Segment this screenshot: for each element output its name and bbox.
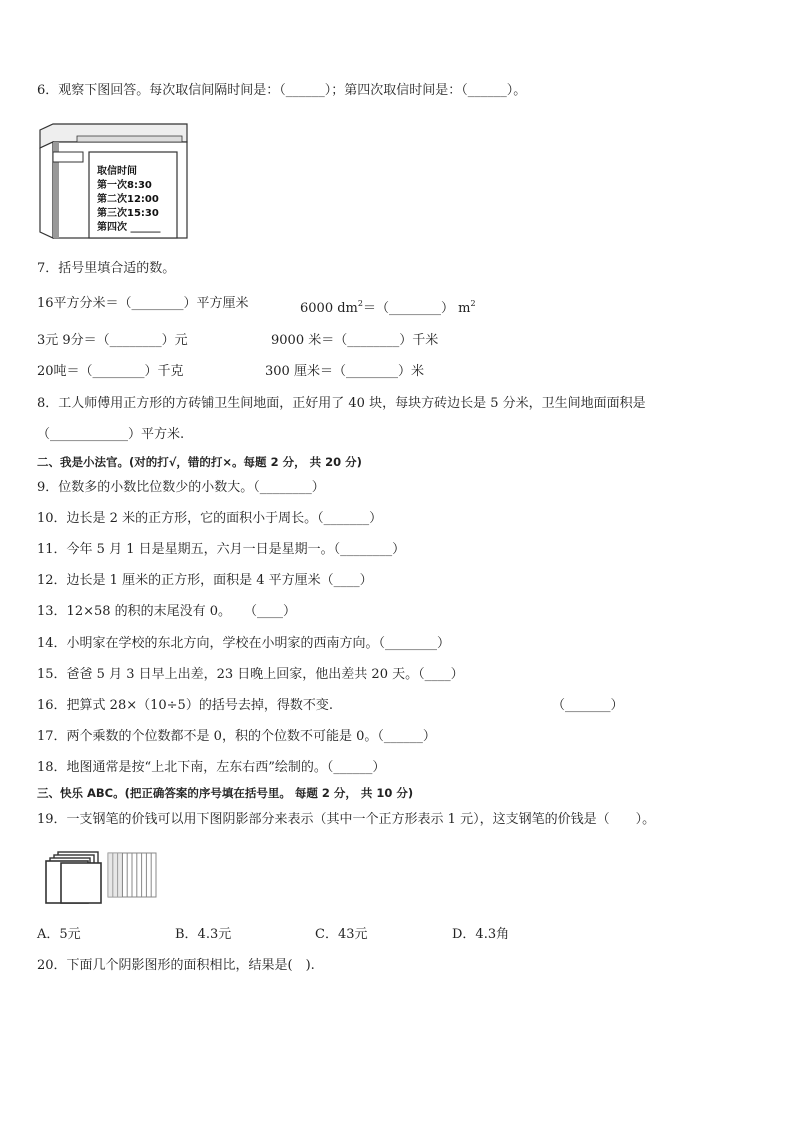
question-19: 19．一支钢笔的价钱可以用下图阴影部分来表示（其中一个正方形表示 1 元），这支钢笔的价钱是（ ）。 [37, 812, 656, 827]
question-8-line-1: 8．工人师傅用正方形的方砖铺卫生间地面，正好用了 40 块，每块方砖边长是 5 分米，卫生间地面面积是 [37, 396, 646, 411]
question-7-title: 7．括号里填合适的数。 [37, 261, 176, 276]
q7-row3-a: 20吨＝（________）千克 [37, 364, 184, 379]
q7-row1-b-sup1: 2 [357, 299, 363, 308]
q7-row3-b: 300 厘米＝（________）米 [265, 364, 424, 379]
question-16-blank: （_______） [552, 698, 624, 713]
mailbox-title: 取信时间 [97, 166, 137, 177]
question-14: 14．小明家在学校的东北方向，学校在小明家的西南方向。（________） [37, 636, 451, 651]
question-11: 11．今年 5 月 1 日是星期五，六月一日是星期一。（________） [37, 542, 406, 557]
question-6: 6．观察下图回答。每次取信间隔时间是：（______）；第四次取信时间是：（______）。 [37, 83, 527, 98]
mailbox-time-3: 第三次15:30 [97, 208, 159, 219]
mailbox-time-1: 第一次8:30 [97, 180, 152, 191]
question-13: 13．12×58 的积的末尾没有 0。 （____） [37, 604, 297, 619]
question-20: 20．下面几个阴影图形的面积相比，结果是( ). [37, 958, 315, 973]
question-12: 12．边长是 1 厘米的正方形，面积是 4 平方厘米（____） [37, 573, 373, 588]
q7-row2-b: 9000 米＝（________）千米 [271, 333, 439, 348]
q7-row1-b-mid: ＝（________） m [362, 301, 471, 316]
question-15: 15．爸爸 5 月 3 日早上出差，23 日晚上回家，他出差共 20 天。（____） [37, 667, 464, 682]
q7-row1-b [300, 296, 476, 317]
mailbox-time-2: 第二次12:00 [97, 194, 159, 205]
question-8-line-2: （____________）平方米. [37, 427, 185, 442]
question-9: 9．位数多的小数比位数少的小数大。（________） [37, 480, 325, 495]
question-16: 16．把算式 28×（10÷5）的括号去掉，得数不变. [37, 698, 333, 713]
section-2-heading: 二、我是小法官。(对的打√，错的打×。每题 2 分， 共 20 分) [37, 455, 362, 469]
q19-option-d: D．4.3角 [452, 927, 510, 942]
q7-row2-a: 3元 9分＝（________）元 [37, 333, 188, 348]
question-18: 18．地图通常是按“上北下南，左东右西”绘制的。（______） [37, 760, 386, 775]
q7-row1-a: 16平方分米＝（________）平方厘米 [37, 296, 249, 311]
q7-row1-b-pre: 6000 dm [300, 301, 358, 316]
money-squares-illustration [44, 850, 162, 908]
section-3-heading: 三、快乐 ABC。(把正确答案的序号填在括号里。 每题 2 分， 共 10 分) [37, 786, 414, 800]
mailbox-illustration [37, 122, 199, 244]
q7-row1-b-sup2: 2 [470, 299, 476, 308]
q19-option-b: B．4.3元 [175, 927, 232, 942]
question-17: 17．两个乘数的个位数都不是 0，积的个位数不可能是 0。（______） [37, 729, 436, 744]
question-10: 10．边长是 2 米的正方形，它的面积小于周长。（_______） [37, 511, 383, 526]
mailbox-time-4: 第四次 ______ [97, 222, 161, 233]
q19-option-c: C．43元 [315, 927, 368, 942]
q19-option-a: A．5元 [37, 927, 81, 942]
